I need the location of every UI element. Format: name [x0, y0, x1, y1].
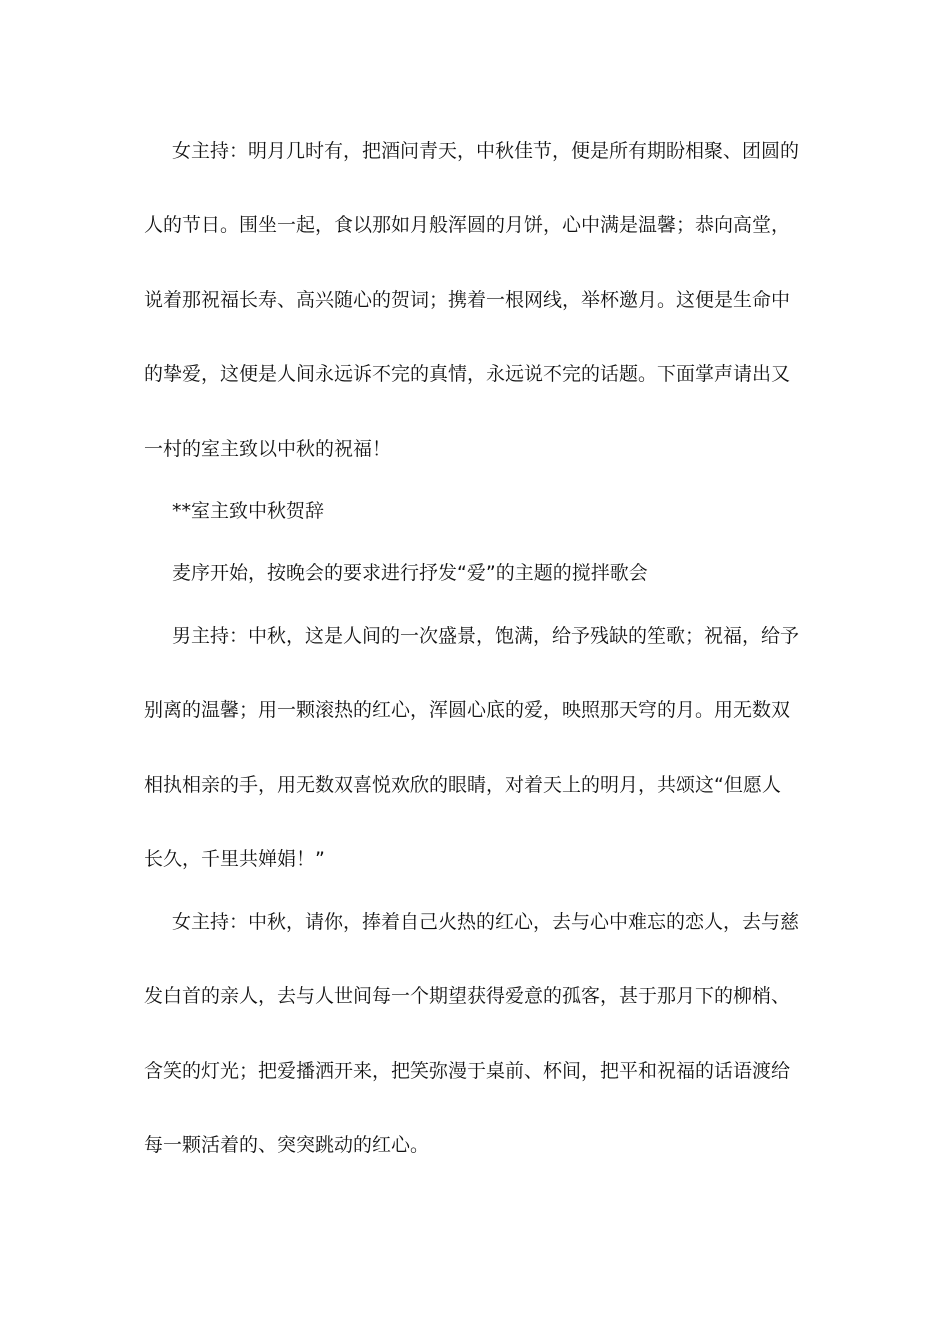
paragraph-line: 人的节日。围坐一起，食以那如月般浑圆的月饼，心中满是温馨；恭向高堂，	[144, 214, 791, 236]
paragraph-line: 发白首的亲人，去与人世间每一个期望获得爱意的孤客，甚于那月下的柳梢、	[144, 985, 791, 1007]
paragraph-line: 女主持：中秋，请你，捧着自己火热的红心，去与心中难忘的恋人，去与慈	[172, 911, 800, 933]
paragraph-line: 的挚爱，这便是人间永远诉不完的真情，永远说不完的话题。下面掌声请出又	[144, 363, 791, 385]
paragraph-line: 含笑的灯光；把爱播洒开来，把笑弥漫于桌前、杯间，把平和祝福的话语渡给	[144, 1060, 791, 1082]
paragraph-line: 别离的温馨；用一颗滚热的红心，浑圆心底的爱，映照那天穹的月。用无数双	[144, 699, 791, 721]
paragraph-line: 女主持：明月几时有，把酒问青天，中秋佳节，便是所有期盼相聚、团圆的	[172, 140, 800, 162]
paragraph-line: 长久，千里共婵娟！”	[144, 848, 325, 870]
paragraph-line: 每一颗活着的、突突跳动的红心。	[144, 1134, 430, 1156]
paragraph-line: 一村的室主致以中秋的祝福！	[144, 438, 392, 460]
paragraph-line: **室主致中秋贺辞	[172, 500, 325, 522]
paragraph-line: 麦序开始，按晚会的要求进行抒发“爱”的主题的搅拌歌会	[172, 562, 648, 584]
paragraph-line: 说着那祝福长寿、高兴随心的贺词；携着一根网线，举杯邀月。这便是生命中	[144, 289, 791, 311]
paragraph-line: 男主持：中秋，这是人间的一次盛景，饱满，给予残缺的笙歌；祝福，给予	[172, 625, 800, 647]
paragraph-line: 相执相亲的手，用无数双喜悦欢欣的眼睛，对着天上的明月，共颂这“但愿人	[144, 774, 781, 796]
